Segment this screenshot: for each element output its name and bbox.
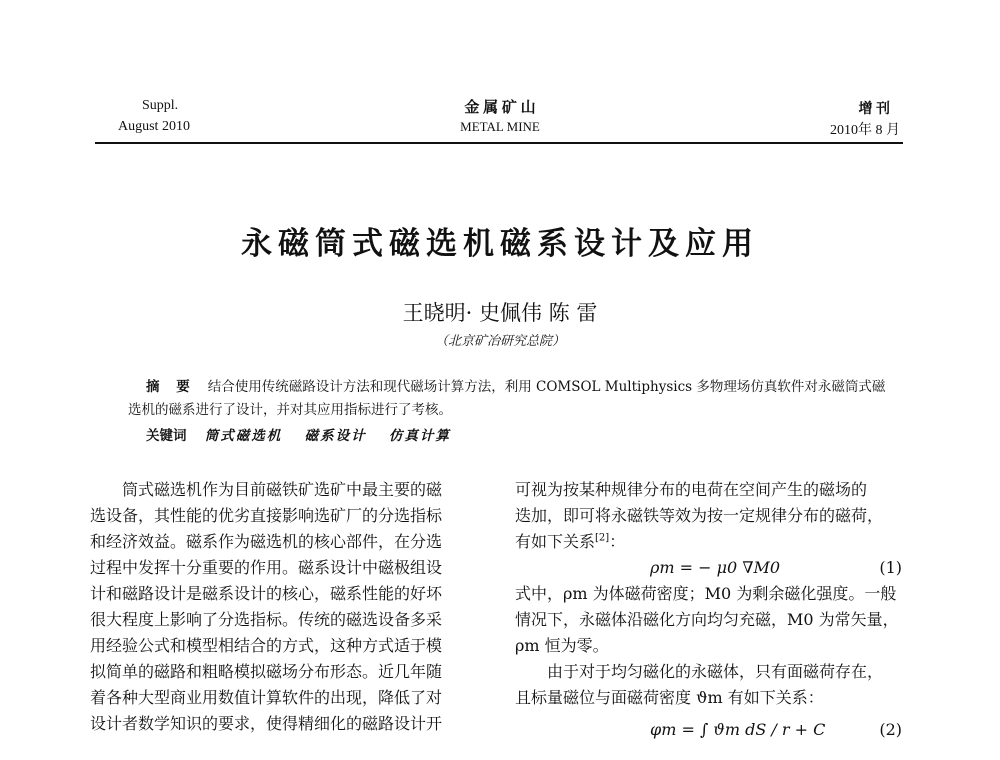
equation-2: φm = ∫ ϑm dS / r + C bbox=[650, 720, 826, 739]
keywords-label: 关键词 bbox=[146, 428, 187, 444]
body-right-column bbox=[515, 477, 910, 737]
header-rule bbox=[95, 142, 903, 144]
body-line: 选设备，其性能的优劣直接影响选矿厂的分选指标 bbox=[90, 506, 443, 525]
body-line: 很大程度上影响了分选指标。传统的磁选设备多采 bbox=[90, 610, 443, 629]
body-line: 迭加，即可将永磁铁等效为按一定规律分布的磁荷， bbox=[515, 506, 884, 525]
abstract-label: 摘 要 bbox=[146, 379, 196, 395]
equation-1-number: (1) bbox=[879, 558, 902, 577]
body-line: 拟简单的磁路和粗略模拟磁场分布形态。近几年随 bbox=[90, 662, 443, 681]
header-date-cn: 2010年 8 月 bbox=[830, 123, 900, 138]
equation-2-row bbox=[515, 711, 910, 737]
body-left-column bbox=[90, 477, 485, 737]
body-line: 且标量磁位与面磁荷密度 ϑm 有如下关系： bbox=[515, 688, 824, 707]
equation-1-row bbox=[515, 555, 910, 581]
body-line-with-citation bbox=[515, 529, 910, 555]
keyword-1: 筒式磁选机 bbox=[204, 428, 283, 444]
header-journal-en: METAL MINE bbox=[460, 119, 540, 134]
body-line: 情况下，永磁体沿磁化方向均匀充磁，M0 为常矢量， bbox=[515, 610, 899, 629]
body-line: 计和磁路设计是磁系设计的核心，磁系性能的好坏 bbox=[90, 584, 443, 603]
body-line: 可视为按某种规律分布的电荷在空间产生的磁场的 bbox=[515, 480, 868, 499]
equation-2-number: (2) bbox=[879, 720, 902, 739]
body-line: 设计者数学知识的要求，使得精细化的磁路设计开 bbox=[90, 714, 443, 733]
paper-authors: 王晓明· 史佩伟 陈 雷 bbox=[402, 301, 598, 325]
body-line: 和经济效益。磁系作为磁选机的核心部件，在分选 bbox=[90, 532, 443, 551]
body-line: 着各种大型商业用数值计算软件的出现，降低了对 bbox=[90, 688, 443, 707]
keywords bbox=[146, 424, 469, 444]
body-line: 用经验公式和模型相结合的方式，这种方式适于模 bbox=[90, 636, 443, 655]
header-suppl: Suppl. bbox=[142, 98, 179, 113]
abstract bbox=[128, 376, 888, 422]
header-suppl-cn: 增 刊 bbox=[858, 102, 890, 117]
paper-affiliation: （北京矿冶研究总院） bbox=[434, 334, 565, 349]
body-text: 有如下关系 bbox=[515, 532, 596, 551]
keyword-2: 磁系设计 bbox=[304, 428, 367, 444]
body-line: 由于对于均匀磁化的永磁体，只有面磁荷存在， bbox=[547, 662, 884, 681]
keyword-3: 仿真计算 bbox=[388, 428, 451, 444]
body-line: 过程中发挥十分重要的作用。磁系设计中磁极组设 bbox=[90, 558, 443, 577]
abstract-text: 结合使用传统磁路设计方法和现代磁场计算方法，利用 COMSOL Multiphysics 多物理场仿真软件对永磁筒式磁选机的磁系进行了设计，并对其应用指标进行了考核。 bbox=[128, 379, 886, 418]
body-line: ρm 恒为零。 bbox=[515, 636, 609, 655]
header-journal-cn: 金 属 矿 山 bbox=[464, 100, 536, 116]
body-text: ： bbox=[609, 532, 626, 551]
body-line: 式中，ρm 为体磁荷密度；M0 为剩余磁化强度。一般 bbox=[515, 584, 897, 603]
body-line: 筒式磁选机作为目前磁铁矿选矿中最主要的磁 bbox=[122, 480, 443, 499]
header-date-en: August 2010 bbox=[118, 119, 190, 134]
paper-title: 永磁筒式磁选机磁系设计及应用 bbox=[241, 226, 759, 262]
equation-1: ρm = − μ0 ∇M0 bbox=[650, 558, 781, 577]
citation-ref: [2] bbox=[595, 532, 610, 544]
